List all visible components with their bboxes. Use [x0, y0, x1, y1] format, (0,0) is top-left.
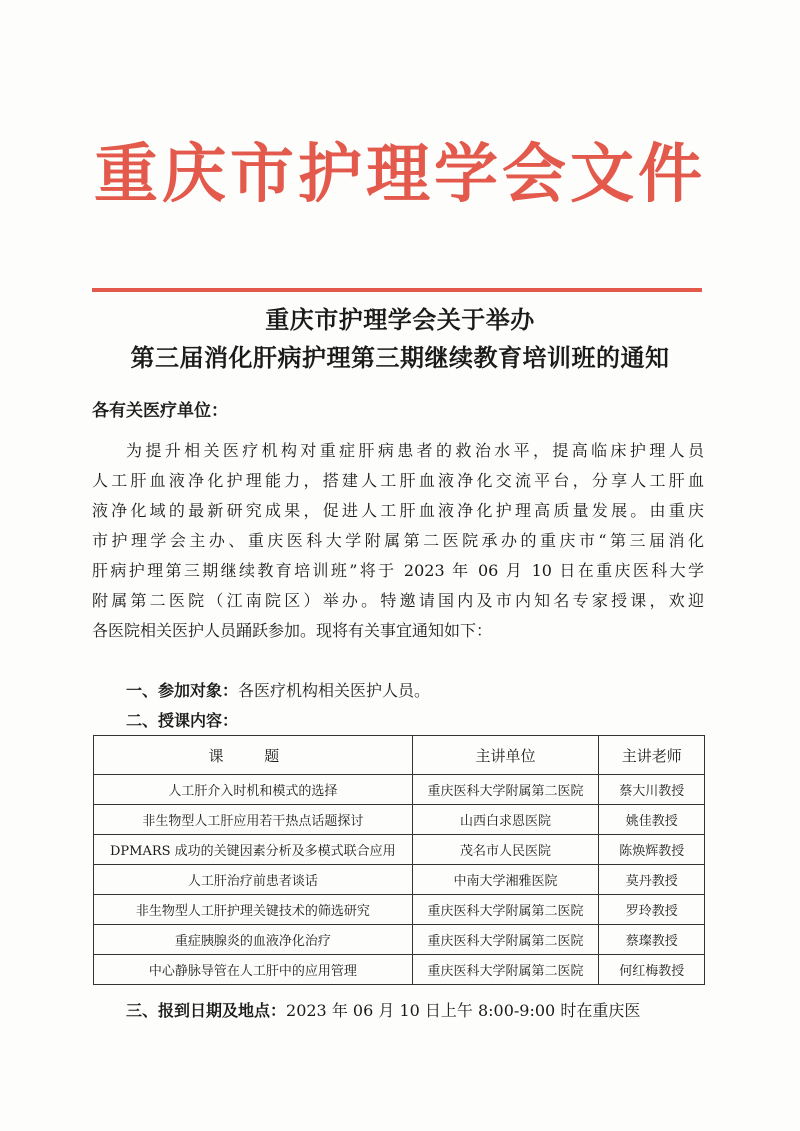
salutation: 各有关医疗单位： — [92, 401, 228, 421]
body-line: 市护理学会主办、重庆医科大学附属第二医院承办的重庆市“第三届消化 — [92, 531, 704, 550]
table-row — [94, 865, 705, 895]
cell-teacher: 罗玲教授 — [599, 895, 705, 925]
cell-unit: 山西白求恩医院 — [412, 805, 599, 835]
table-header-row — [94, 736, 705, 775]
column-header-topic: 课 题 — [94, 736, 413, 775]
section-text: 各医疗机构相关医护人员。 — [238, 681, 431, 700]
section-participants — [126, 676, 430, 706]
cell-unit: 中南大学湘雅医院 — [412, 865, 599, 895]
cell-topic: DPMARS 成功的关键因素分析及多模式联合应用 — [94, 835, 413, 865]
cell-unit: 重庆医科大学附属第二医院 — [412, 895, 599, 925]
column-header-unit: 主讲单位 — [412, 736, 599, 775]
column-header-teacher: 主讲老师 — [599, 736, 705, 775]
section-label: 一、参加对象： — [126, 681, 239, 700]
course-table — [93, 735, 705, 985]
table-row — [94, 775, 705, 805]
table-row — [94, 925, 705, 955]
section-label: 二、授课内容： — [126, 711, 239, 730]
table-row — [94, 805, 705, 835]
table-row — [94, 955, 705, 985]
body-line: 液净化域的最新研究成果，促进人工肝血液净化护理高质量发展。由重庆 — [92, 501, 704, 520]
body-line: 为提升相关医疗机构对重症肝病患者的救治水平，提高临床护理人员 — [126, 441, 704, 460]
section-course-content — [126, 706, 238, 736]
cell-topic: 重症胰腺炎的血液净化治疗 — [94, 925, 413, 955]
body-line: 附属第二医院（江南院区）举办。特邀请国内及市内知名专家授课，欢迎 — [92, 591, 704, 610]
cell-teacher: 蔡大川教授 — [599, 775, 705, 805]
notice-title-line2: 第三届消化肝病护理第三期继续教育培训班的通知 — [130, 343, 670, 372]
table-row — [94, 835, 705, 865]
cell-unit: 重庆医科大学附属第二医院 — [412, 775, 599, 805]
cell-teacher: 何红梅教授 — [599, 955, 705, 985]
cell-unit: 重庆医科大学附属第二医院 — [412, 925, 599, 955]
cell-teacher: 陈焕辉教授 — [599, 835, 705, 865]
table-row — [94, 895, 705, 925]
cell-topic: 中心静脉导管在人工肝中的应用管理 — [94, 955, 413, 985]
cell-topic: 非生物型人工肝护理关键技术的筛选研究 — [94, 895, 413, 925]
body-line: 肝病护理第三期继续教育培训班”将于 2023 年 06 月 10 日在重庆医科大学 — [92, 561, 704, 580]
org-header-title: 重庆市护理学会文件 — [94, 138, 706, 212]
cell-topic: 人工肝治疗前患者谈话 — [94, 865, 413, 895]
body-line: 人工肝血液净化护理能力，搭建人工肝血液净化交流平台，分享人工肝血 — [92, 471, 704, 490]
body-line: 各医院相关医护人员踊跃参加。现将有关事宜通知如下： — [92, 621, 493, 640]
cell-unit: 茂名市人民医院 — [412, 835, 599, 865]
cell-teacher: 姚佳教授 — [599, 805, 705, 835]
cell-unit: 重庆医科大学附属第二医院 — [412, 955, 599, 985]
cell-topic: 人工肝介入时机和模式的选择 — [94, 775, 413, 805]
body-paragraph — [92, 436, 704, 646]
cell-teacher: 蔡璨教授 — [599, 925, 705, 955]
red-divider — [92, 288, 702, 292]
section-label: 三、报到日期及地点： — [126, 1001, 287, 1020]
section-text: 2023 年 06 月 10 日上午 8:00-9:00 时在重庆医 — [286, 1001, 641, 1020]
cell-teacher: 莫丹教授 — [599, 865, 705, 895]
cell-topic: 非生物型人工肝应用若干热点话题探讨 — [94, 805, 413, 835]
notice-title-line1: 重庆市护理学会关于举办 — [265, 305, 535, 334]
section-registration — [126, 996, 640, 1026]
